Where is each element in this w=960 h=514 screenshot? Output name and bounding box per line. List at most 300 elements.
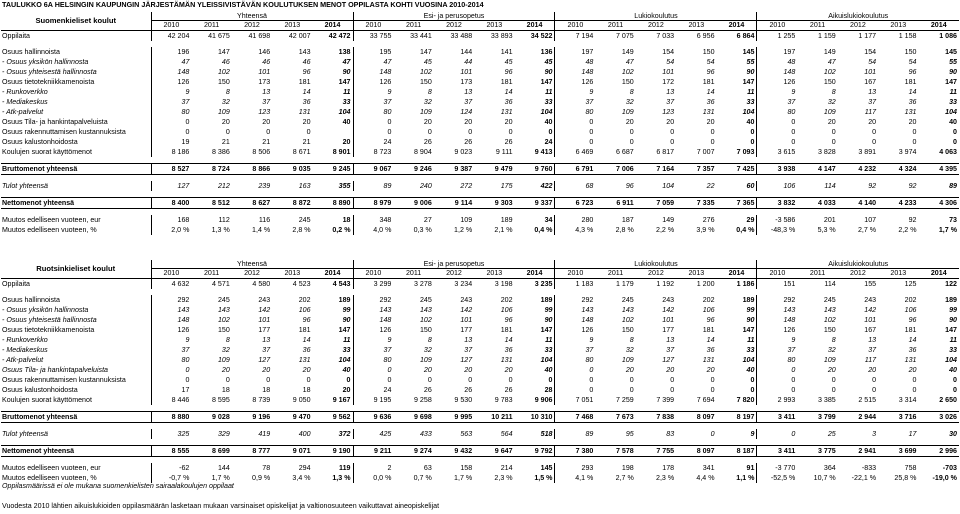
year-header: 2012 — [434, 269, 474, 279]
table-cell: 109 — [823, 356, 836, 364]
table-cell: 45 — [504, 58, 513, 66]
table-cell: 8 — [427, 88, 432, 96]
table-cell: -48,3 % — [757, 225, 797, 235]
table-cell: 54 — [868, 58, 877, 66]
table-cell: 143 — [298, 48, 311, 56]
table-cell: 0 — [670, 386, 675, 394]
table-cell: 0 — [306, 128, 311, 136]
year-header: 2014 — [717, 21, 757, 31]
table-cell: 17 — [908, 430, 917, 438]
table-cell: 2,8 % — [615, 226, 634, 234]
group-header: Yhteensä — [151, 260, 353, 269]
table-cell: 3 235 — [534, 280, 553, 288]
table-cell: 101 — [258, 68, 271, 76]
table-cell: 20 — [868, 366, 877, 374]
table-cell: 33 755 — [353, 31, 393, 42]
table-cell: 243 — [460, 296, 473, 304]
table-row — [1, 107, 959, 117]
table-cell: 37 — [666, 98, 675, 106]
table-cell: 167 — [864, 78, 877, 86]
table-cell: 8 555 — [151, 446, 191, 457]
table-cell: 292 — [151, 295, 191, 305]
table-cell: 44 — [464, 58, 473, 66]
table-cell: 80 — [555, 107, 595, 117]
table-cell: 144 — [217, 464, 230, 472]
table-cell: 40 — [949, 366, 957, 374]
table-cell: 0 — [151, 365, 191, 375]
table-cell: 150 — [621, 78, 634, 86]
row-label: Muutos edelliseen vuoteen, eur — [2, 464, 101, 472]
table-row — [1, 225, 959, 235]
table-cell: 3 828 — [817, 148, 836, 156]
table-cell: 37 — [464, 98, 473, 106]
table-cell: 0 — [670, 128, 675, 136]
table-cell: 0 — [710, 376, 715, 384]
table-cell: 9 337 — [515, 198, 555, 209]
table-cell: 36 — [504, 98, 513, 106]
group-header: Yhteensä — [151, 12, 353, 21]
table-cell: 9 530 — [454, 396, 473, 404]
table-cell: 20 — [423, 366, 432, 374]
table-cell: 9 562 — [313, 412, 353, 423]
table-cell: 292 — [555, 295, 595, 305]
table-cell: 0 — [912, 376, 917, 384]
table-cell: 8 723 — [353, 147, 393, 157]
row-label: Muutos edelliseen vuoteen, % — [2, 226, 97, 234]
table-cell: 36 — [706, 98, 715, 106]
table-cell: 0 — [757, 429, 797, 439]
table-cell: 1 255 — [757, 31, 797, 42]
table-cell: 54 — [706, 58, 715, 66]
table-cell: 9 111 — [495, 148, 513, 156]
table-cell: 8 — [225, 88, 230, 96]
table-cell: 197 — [757, 47, 797, 57]
table-cell: 126 — [353, 325, 393, 335]
table-cell: 33 — [746, 98, 755, 106]
table-cell: 5,3 % — [817, 226, 836, 234]
table-cell: 9 196 — [232, 412, 272, 423]
table-cell: 20 — [625, 118, 634, 126]
table-cell: 106 — [500, 306, 513, 314]
table-cell: 8 595 — [212, 396, 230, 404]
group-header: Esi- ja perusopetus — [353, 260, 555, 269]
table-cell: 131 — [298, 356, 311, 364]
table-cell: 36 — [908, 346, 917, 354]
table-cell: 8 699 — [191, 446, 231, 457]
table-row — [1, 335, 959, 345]
table-cell: 145 — [540, 464, 553, 472]
table-cell: 101 — [864, 68, 877, 76]
table-cell: 32 — [827, 98, 836, 106]
table-cell: 11 — [343, 336, 351, 344]
table-cell: 33 — [949, 346, 957, 354]
table-cell: 96 — [908, 316, 917, 324]
table-cell: 20 — [464, 118, 473, 126]
table-cell: 109 — [823, 108, 836, 116]
table-cell: 11 — [747, 336, 755, 344]
table-cell: 28 — [544, 386, 553, 394]
table-cell: 168 — [151, 215, 191, 225]
table-cell: 20 — [504, 118, 513, 126]
table-cell: 90 — [949, 316, 957, 324]
table-cell: 107 — [864, 216, 877, 224]
table-cell: 9 067 — [353, 164, 393, 175]
table-row — [1, 97, 959, 107]
table-cell: 1,3 % — [332, 474, 351, 482]
table-cell: 189 — [540, 296, 553, 304]
table-cell: 9 211 — [353, 446, 393, 457]
table-cell: 0 — [353, 375, 393, 385]
year-header: 2014 — [515, 21, 555, 31]
table-cell: 14 — [504, 88, 513, 96]
year-header: 2010 — [555, 269, 595, 279]
table-cell: 48 — [555, 57, 595, 67]
footnote-1: Oppilasmäärissä ei ole mukana suomenkielisten sairaalakoulujen oppilaat — [2, 482, 234, 490]
table-cell: 20 — [908, 366, 917, 374]
table-cell: 2,2 % — [898, 226, 917, 234]
table-cell: 96 — [302, 68, 311, 76]
table-cell: 0 — [750, 386, 755, 394]
table-cell: 150 — [621, 326, 634, 334]
row-label: Osuus rakennuttamisen kustannuksista — [2, 128, 126, 136]
table-cell: 9 — [151, 335, 191, 345]
table-cell: 18 — [262, 386, 271, 394]
table-cell: 104 — [945, 356, 957, 364]
table-cell: 4 140 — [838, 198, 878, 209]
row-label: Nettomenot yhteensä — [1, 446, 151, 457]
table-cell: 0 — [555, 375, 595, 385]
table-cell: 7 399 — [656, 396, 675, 404]
table-cell: 148 — [151, 315, 191, 325]
table-cell: 0 — [555, 385, 595, 395]
table-cell: 0 — [266, 376, 271, 384]
table-cell: 195 — [353, 47, 393, 57]
table-cell: 6 469 — [555, 147, 595, 157]
table-cell: 9 — [757, 87, 797, 97]
table-cell: 109 — [460, 216, 473, 224]
table-cell: 109 — [217, 356, 230, 364]
row-label: Osuus rakennuttamisen kustannuksista — [2, 376, 126, 384]
table-cell: 239 — [258, 182, 271, 190]
year-header: 2010 — [757, 21, 797, 31]
table-cell: 36 — [302, 98, 311, 106]
table-cell: 99 — [746, 306, 755, 314]
table-cell: 33 488 — [450, 32, 473, 40]
table-cell: 99 — [342, 306, 351, 314]
table-cell: 104 — [338, 356, 351, 364]
table-cell: 2 941 — [838, 446, 878, 457]
table-cell: 348 — [353, 215, 393, 225]
table-cell: -0,7 % — [151, 473, 191, 483]
table-cell: 0 — [555, 137, 595, 147]
table-cell: 80 — [757, 107, 797, 117]
table-cell: 96 — [302, 316, 311, 324]
table-row — [1, 385, 959, 395]
table-cell: 147 — [540, 78, 553, 86]
table-cell: 2 993 — [757, 395, 797, 405]
table-cell: 1 183 — [555, 279, 595, 290]
table-cell: 11 — [343, 88, 351, 96]
table-cell: 0 — [750, 128, 755, 136]
table-cell: 20 — [706, 118, 715, 126]
table-cell: 4 580 — [252, 280, 271, 288]
table-cell: 143 — [555, 305, 595, 315]
table-cell: 109 — [419, 108, 432, 116]
table-cell: 202 — [904, 296, 917, 304]
table-cell: 90 — [746, 68, 755, 76]
year-header: 2011 — [595, 269, 635, 279]
table-cell: 181 — [904, 78, 917, 86]
table-cell: 8 — [831, 336, 836, 344]
table-cell: 102 — [419, 68, 432, 76]
table-cell: 124 — [460, 108, 473, 116]
table-cell: 131 — [298, 108, 311, 116]
table-cell: 34 — [544, 216, 553, 224]
table-cell: 21 — [302, 138, 311, 146]
table-cell: 0 — [629, 386, 634, 394]
table-cell: 563 — [460, 430, 473, 438]
table-cell: 37 — [151, 345, 191, 355]
table-row — [1, 463, 959, 473]
table-cell: 341 — [702, 464, 715, 472]
table-row — [1, 47, 959, 57]
table-cell: 292 — [353, 295, 393, 305]
year-header: 2013 — [474, 21, 514, 31]
table-cell: 4 395 — [919, 164, 960, 175]
table-cell: 9 195 — [353, 395, 393, 405]
table-row — [1, 412, 959, 423]
group-header: Lukiokoulutus — [555, 12, 757, 21]
table-cell: 0 — [225, 376, 230, 384]
table-cell: 20 — [342, 386, 351, 394]
row-label: Osuus tietotekniikkamenoista — [2, 326, 95, 334]
table-cell: 155 — [864, 280, 877, 288]
table-cell: 96 — [504, 68, 513, 76]
table-cell: 4 632 — [151, 279, 191, 290]
row-label: Osuus Tila- ja hankintapalveluista — [2, 366, 109, 374]
table-cell: 202 — [500, 296, 513, 304]
table-cell: 96 — [908, 68, 917, 76]
row-label: - Osuus yksikön hallinnosta — [2, 306, 89, 314]
table-cell: 11 — [949, 336, 957, 344]
year-header: 2011 — [797, 269, 837, 279]
table-cell: 9 245 — [313, 164, 353, 175]
table-cell: 6 791 — [555, 164, 595, 175]
table-cell: 7 673 — [595, 412, 635, 423]
table-row — [1, 345, 959, 355]
table-cell: 9 906 — [534, 396, 553, 404]
table-cell: 104 — [338, 108, 351, 116]
table-cell: 0 — [548, 376, 553, 384]
table-cell: 26 — [464, 138, 473, 146]
table-cell: 147 — [945, 78, 957, 86]
table-cell: 1 179 — [615, 280, 634, 288]
table-row — [1, 164, 959, 175]
table-cell: 0 — [629, 138, 634, 146]
row-label: - Mediakeskus — [2, 346, 48, 354]
table-cell: 131 — [500, 108, 513, 116]
table-cell: 3 615 — [757, 147, 797, 157]
table-row — [1, 181, 959, 191]
table-cell: 6 864 — [736, 32, 755, 40]
table-cell: 0 — [953, 386, 957, 394]
table-cell: 147 — [945, 326, 957, 334]
table-cell: 127 — [662, 356, 675, 364]
table-row — [1, 147, 959, 157]
table-cell: 425 — [353, 429, 393, 439]
year-header: 2013 — [272, 21, 312, 31]
table-cell: 63 — [423, 464, 432, 472]
table-cell: 123 — [662, 108, 675, 116]
table-cell: 1,3 % — [211, 226, 230, 234]
year-header: 2013 — [474, 269, 514, 279]
table-cell: 104 — [742, 108, 755, 116]
table-cell: 7 051 — [555, 395, 595, 405]
table-cell: 26 — [423, 386, 432, 394]
table-cell: 26 — [504, 138, 513, 146]
table-cell: 99 — [544, 306, 553, 314]
table-cell: 9 792 — [515, 446, 555, 457]
table-cell: 0 — [306, 376, 311, 384]
table-cell: 45 — [423, 58, 432, 66]
table-cell: 144 — [460, 48, 473, 56]
table-cell: 4 324 — [878, 164, 918, 175]
group-header: Aikuislukiokoulutus — [757, 260, 959, 269]
table-cell: 0 — [750, 138, 755, 146]
table-cell: 131 — [500, 356, 513, 364]
table-cell: 364 — [823, 464, 836, 472]
table-cell: 158 — [460, 464, 473, 472]
table-cell: 33 — [746, 346, 755, 354]
table-cell: 2,0 % — [151, 225, 191, 235]
table-cell: 9 760 — [515, 164, 555, 175]
table-cell: 9 — [353, 87, 393, 97]
table-cell: 2,3 % — [494, 474, 513, 482]
table-row — [1, 57, 959, 67]
table-cell: 20 — [868, 118, 877, 126]
table-cell: 1 086 — [939, 32, 957, 40]
table-cell: 4,4 % — [696, 474, 715, 482]
table-cell: 13 — [464, 88, 473, 96]
table-cell: 325 — [151, 429, 191, 439]
table-cell: 14 — [302, 88, 311, 96]
table-cell: 21 — [262, 138, 271, 146]
table-cell: 7 380 — [555, 446, 595, 457]
table-cell: 42 007 — [288, 32, 311, 40]
table-cell: 3 974 — [898, 148, 917, 156]
table-cell: 7 033 — [656, 32, 675, 40]
table-cell: 9 050 — [292, 396, 311, 404]
table-cell: 14 — [302, 336, 311, 344]
table-cell: 189 — [338, 296, 351, 304]
table-cell: 9 028 — [191, 412, 231, 423]
table-cell: 143 — [823, 306, 836, 314]
table-cell: 0 — [912, 128, 917, 136]
year-header: 2012 — [636, 269, 676, 279]
table-cell: 0 — [427, 376, 432, 384]
table-cell: 2,1 % — [494, 226, 513, 234]
table-cell: 294 — [298, 464, 311, 472]
table-cell: 1 177 — [858, 32, 877, 40]
table-cell: 104 — [742, 356, 755, 364]
table-cell: 245 — [419, 296, 432, 304]
table-cell: 7 365 — [717, 198, 757, 209]
table-cell: 102 — [823, 68, 836, 76]
table-cell: 48 — [757, 57, 797, 67]
table-cell: 4,3 % — [555, 225, 595, 235]
row-label: Nettomenot yhteensä — [1, 198, 151, 209]
table-cell: 9 303 — [474, 198, 514, 209]
table-cell: 202 — [702, 296, 715, 304]
table-cell: 117 — [864, 108, 877, 116]
table-cell: 9 274 — [393, 446, 433, 457]
table-cell: 1,4 % — [252, 226, 271, 234]
table-cell: 8 — [225, 336, 230, 344]
table-cell: 10,7 % — [813, 474, 836, 482]
table-cell: 201 — [823, 216, 836, 224]
table-cell: 14 — [908, 88, 917, 96]
table-row — [1, 67, 959, 77]
table-cell: 0 — [872, 128, 877, 136]
table-cell: 0 — [346, 376, 351, 384]
table-cell: 3 314 — [898, 396, 917, 404]
table-cell: 8 890 — [313, 198, 353, 209]
table-cell: 8 527 — [151, 164, 191, 175]
table-cell: 1,1 % — [736, 474, 755, 482]
table-cell: 33 441 — [410, 32, 432, 40]
table-cell: 9 479 — [474, 164, 514, 175]
table-cell: 54 — [666, 58, 675, 66]
table-cell: 4 543 — [332, 280, 351, 288]
table-cell: 4 306 — [919, 198, 960, 209]
table-cell: 11 — [545, 336, 553, 344]
table-cell: 7 755 — [636, 446, 676, 457]
table-cell: 148 — [555, 67, 595, 77]
table-row — [1, 429, 959, 439]
table-cell: 181 — [702, 78, 715, 86]
table-cell: 37 — [868, 346, 877, 354]
year-header: 2013 — [676, 269, 716, 279]
table-cell: 0 — [710, 430, 715, 438]
table-cell: 9 — [555, 87, 595, 97]
table-cell: 3 891 — [858, 148, 877, 156]
table-cell: 33 893 — [490, 32, 513, 40]
table-cell: 147 — [540, 326, 553, 334]
table-cell: 7 335 — [676, 198, 716, 209]
table-cell: 9 — [750, 430, 755, 438]
table-cell: 422 — [540, 182, 553, 190]
expenditure-table-swedish — [1, 260, 959, 483]
year-header: 2011 — [393, 21, 433, 31]
table-cell: 189 — [945, 296, 957, 304]
table-cell: 9 413 — [534, 148, 553, 156]
table-cell: 33 — [342, 346, 351, 354]
table-cell: 40 — [342, 118, 351, 126]
table-cell: 272 — [460, 182, 473, 190]
table-cell: 141 — [500, 48, 513, 56]
table-cell: 0 — [151, 127, 191, 137]
table-cell: 131 — [904, 356, 917, 364]
table-cell: 13 — [666, 336, 675, 344]
table-cell: 90 — [342, 68, 351, 76]
footnote-2: Vuodesta 2010 lähtien aikuislukioiden oppilasmäärän lasketaan mukaan varsinaiset opiskelijat ja valtionosuuteen vaikuttavat aineopiskelijat — [2, 502, 440, 510]
table-cell: 189 — [500, 216, 513, 224]
table-cell: 9 — [151, 87, 191, 97]
table-cell: 54 — [908, 58, 917, 66]
table-cell: 6 817 — [656, 148, 675, 156]
table-cell: 9 647 — [474, 446, 514, 457]
table-cell: 112 — [218, 216, 230, 224]
